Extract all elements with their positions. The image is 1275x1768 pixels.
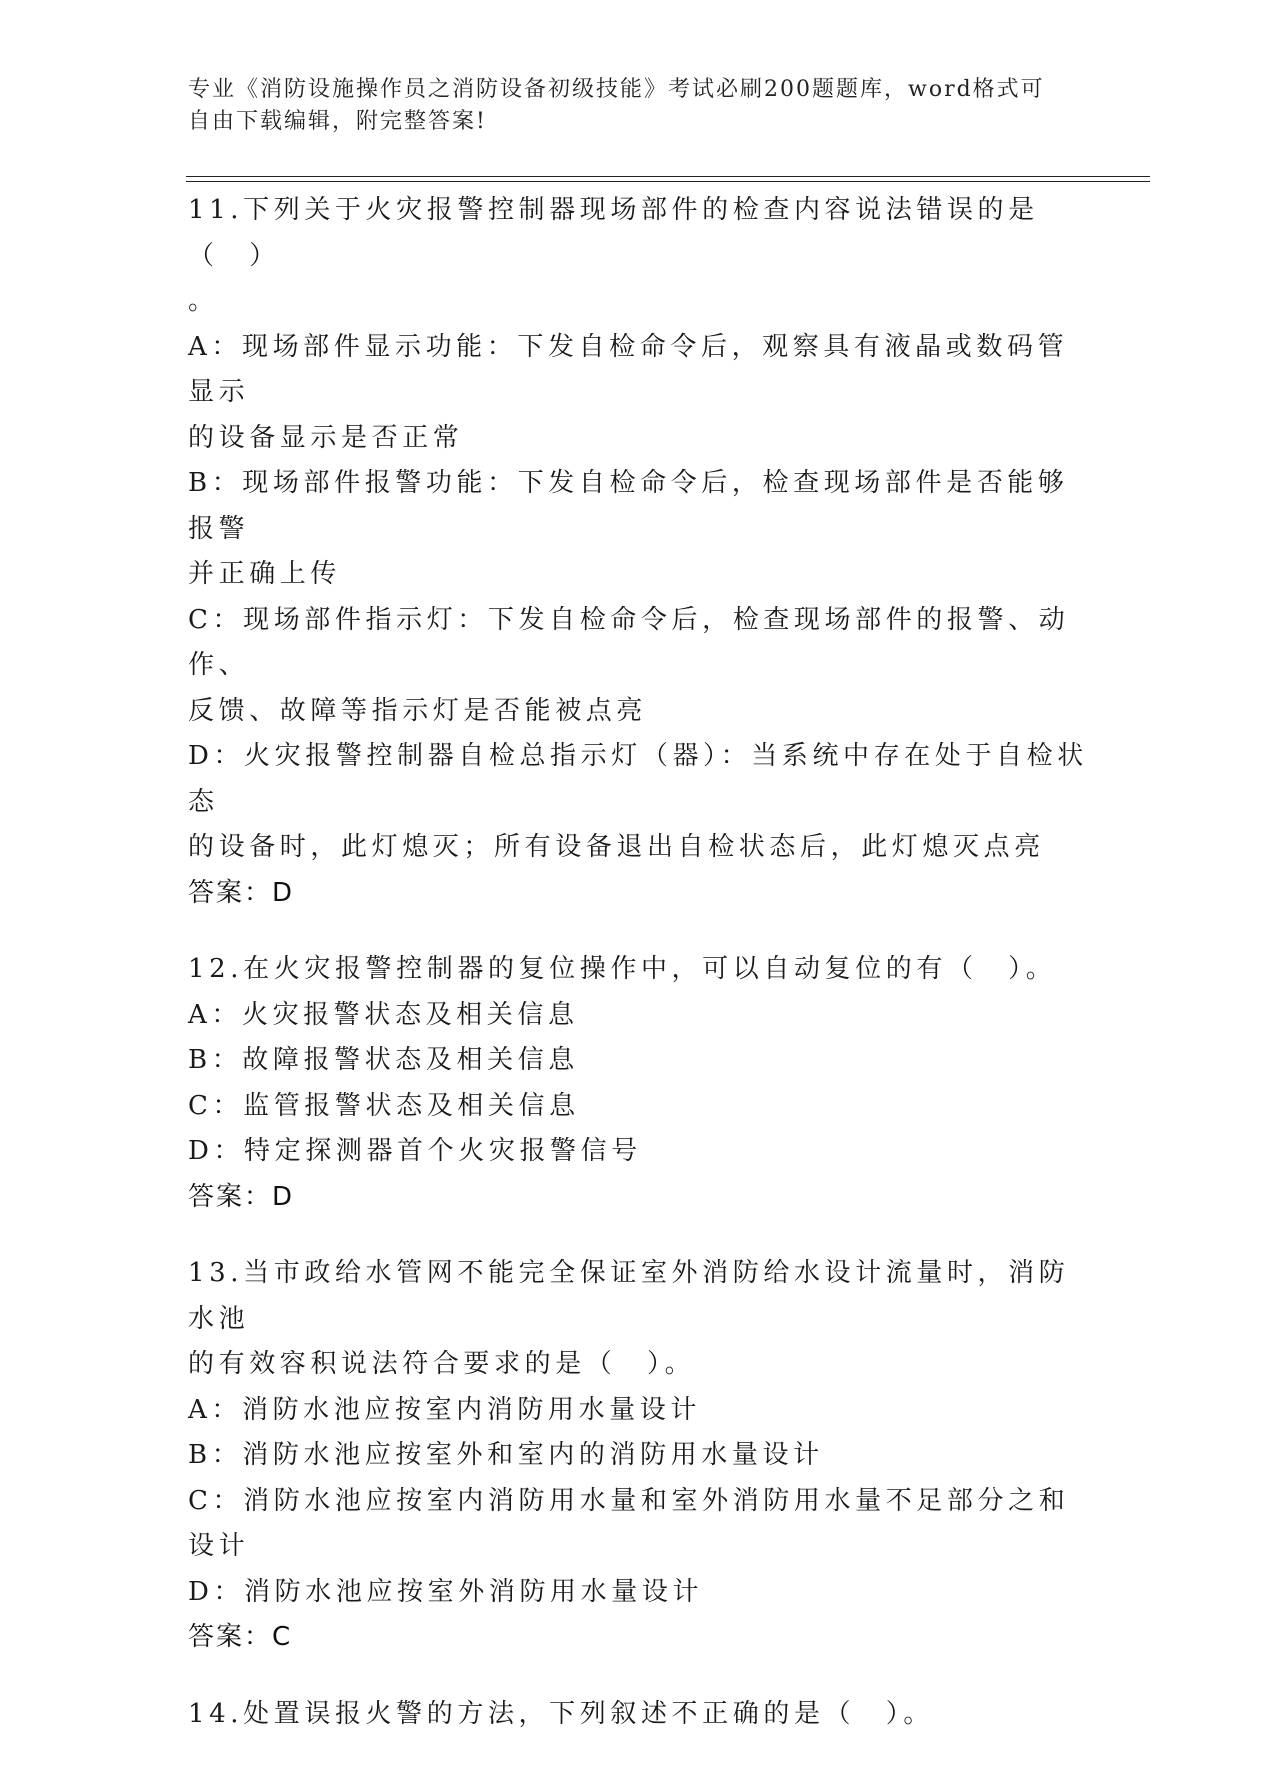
question-stem-continued: 的有效容积说法符合要求的是（ ）。 — [188, 1349, 696, 1379]
option-c: C：消防水池应按室内消防用水量和室外消防用水量不足部分之和设计 — [188, 1485, 1070, 1561]
question-14 — [188, 1692, 1088, 1738]
option-d-continued: 的设备时，此灯熄灭；所有设备退出自检状态后，此灯熄灭点亮 — [188, 832, 1045, 862]
question-list — [188, 188, 1088, 1768]
answer: 答案：D — [188, 1181, 295, 1212]
option-a: A：现场部件显示功能：下发自检命令后，观察具有液晶或数码管显示 — [188, 331, 1069, 407]
option-c-continued: 反馈、故障等指示灯是否能被点亮 — [188, 695, 648, 726]
question-stem: 12.在火灾报警控制器的复位操作中，可以自动复位的有（ ）。 — [188, 954, 1057, 984]
option-b: B：现场部件报警功能：下发自检命令后，检查现场部件是否能够报警 — [188, 468, 1069, 544]
option-d: D：火灾报警控制器自检总指示灯（器）：当系统中存在处于自检状态 — [188, 741, 1088, 817]
question-stem: 13.当市政给水管网不能完全保证室外消防给水设计流量时，消防水池 — [188, 1258, 1070, 1334]
answer: 答案：C — [188, 1622, 293, 1652]
header-divider-bottom — [186, 181, 1150, 182]
option-d: D：特定探测器首个火灾报警信号 — [188, 1136, 642, 1166]
option-d: D：消防水池应按室外消防用水量设计 — [188, 1576, 704, 1607]
question-stem: 11.下列关于火灾报警控制器现场部件的检查内容说法错误的是（ ） — [188, 195, 1039, 271]
header-line-2: 自由下载编辑，附完整答案! — [188, 109, 487, 134]
option-a-continued: 的设备显示是否正常 — [188, 422, 464, 453]
answer: 答案：D — [188, 877, 295, 908]
option-c: C：监管报警状态及相关信息 — [188, 1090, 580, 1121]
option-a: A：消防水池应按室内消防用水量设计 — [188, 1394, 701, 1425]
document-header — [188, 74, 1068, 138]
question-12 — [188, 947, 1088, 1220]
option-b: B：消防水池应按室外和室内的消防用水量设计 — [188, 1440, 824, 1470]
option-b: B：故障报警状态及相关信息 — [188, 1045, 579, 1075]
question-11 — [188, 188, 1088, 916]
option-c: C：现场部件指示灯：下发自检命令后，检查现场部件的报警、动作、 — [188, 604, 1070, 680]
question-13 — [188, 1251, 1088, 1661]
question-stem-continued: 。 — [188, 286, 219, 316]
option-b-continued: 并正确上传 — [188, 559, 342, 589]
option-a: A：火灾报警状态及相关信息 — [188, 999, 579, 1030]
question-stem: 14.处置误报火警的方法，下列叙述不正确的是（ ）。 — [188, 1698, 934, 1729]
header-line-1: 专业《消防设施操作员之消防设备初级技能》考试必刷200题题库，word格式可 — [188, 77, 1045, 102]
header-divider-top — [186, 176, 1150, 177]
